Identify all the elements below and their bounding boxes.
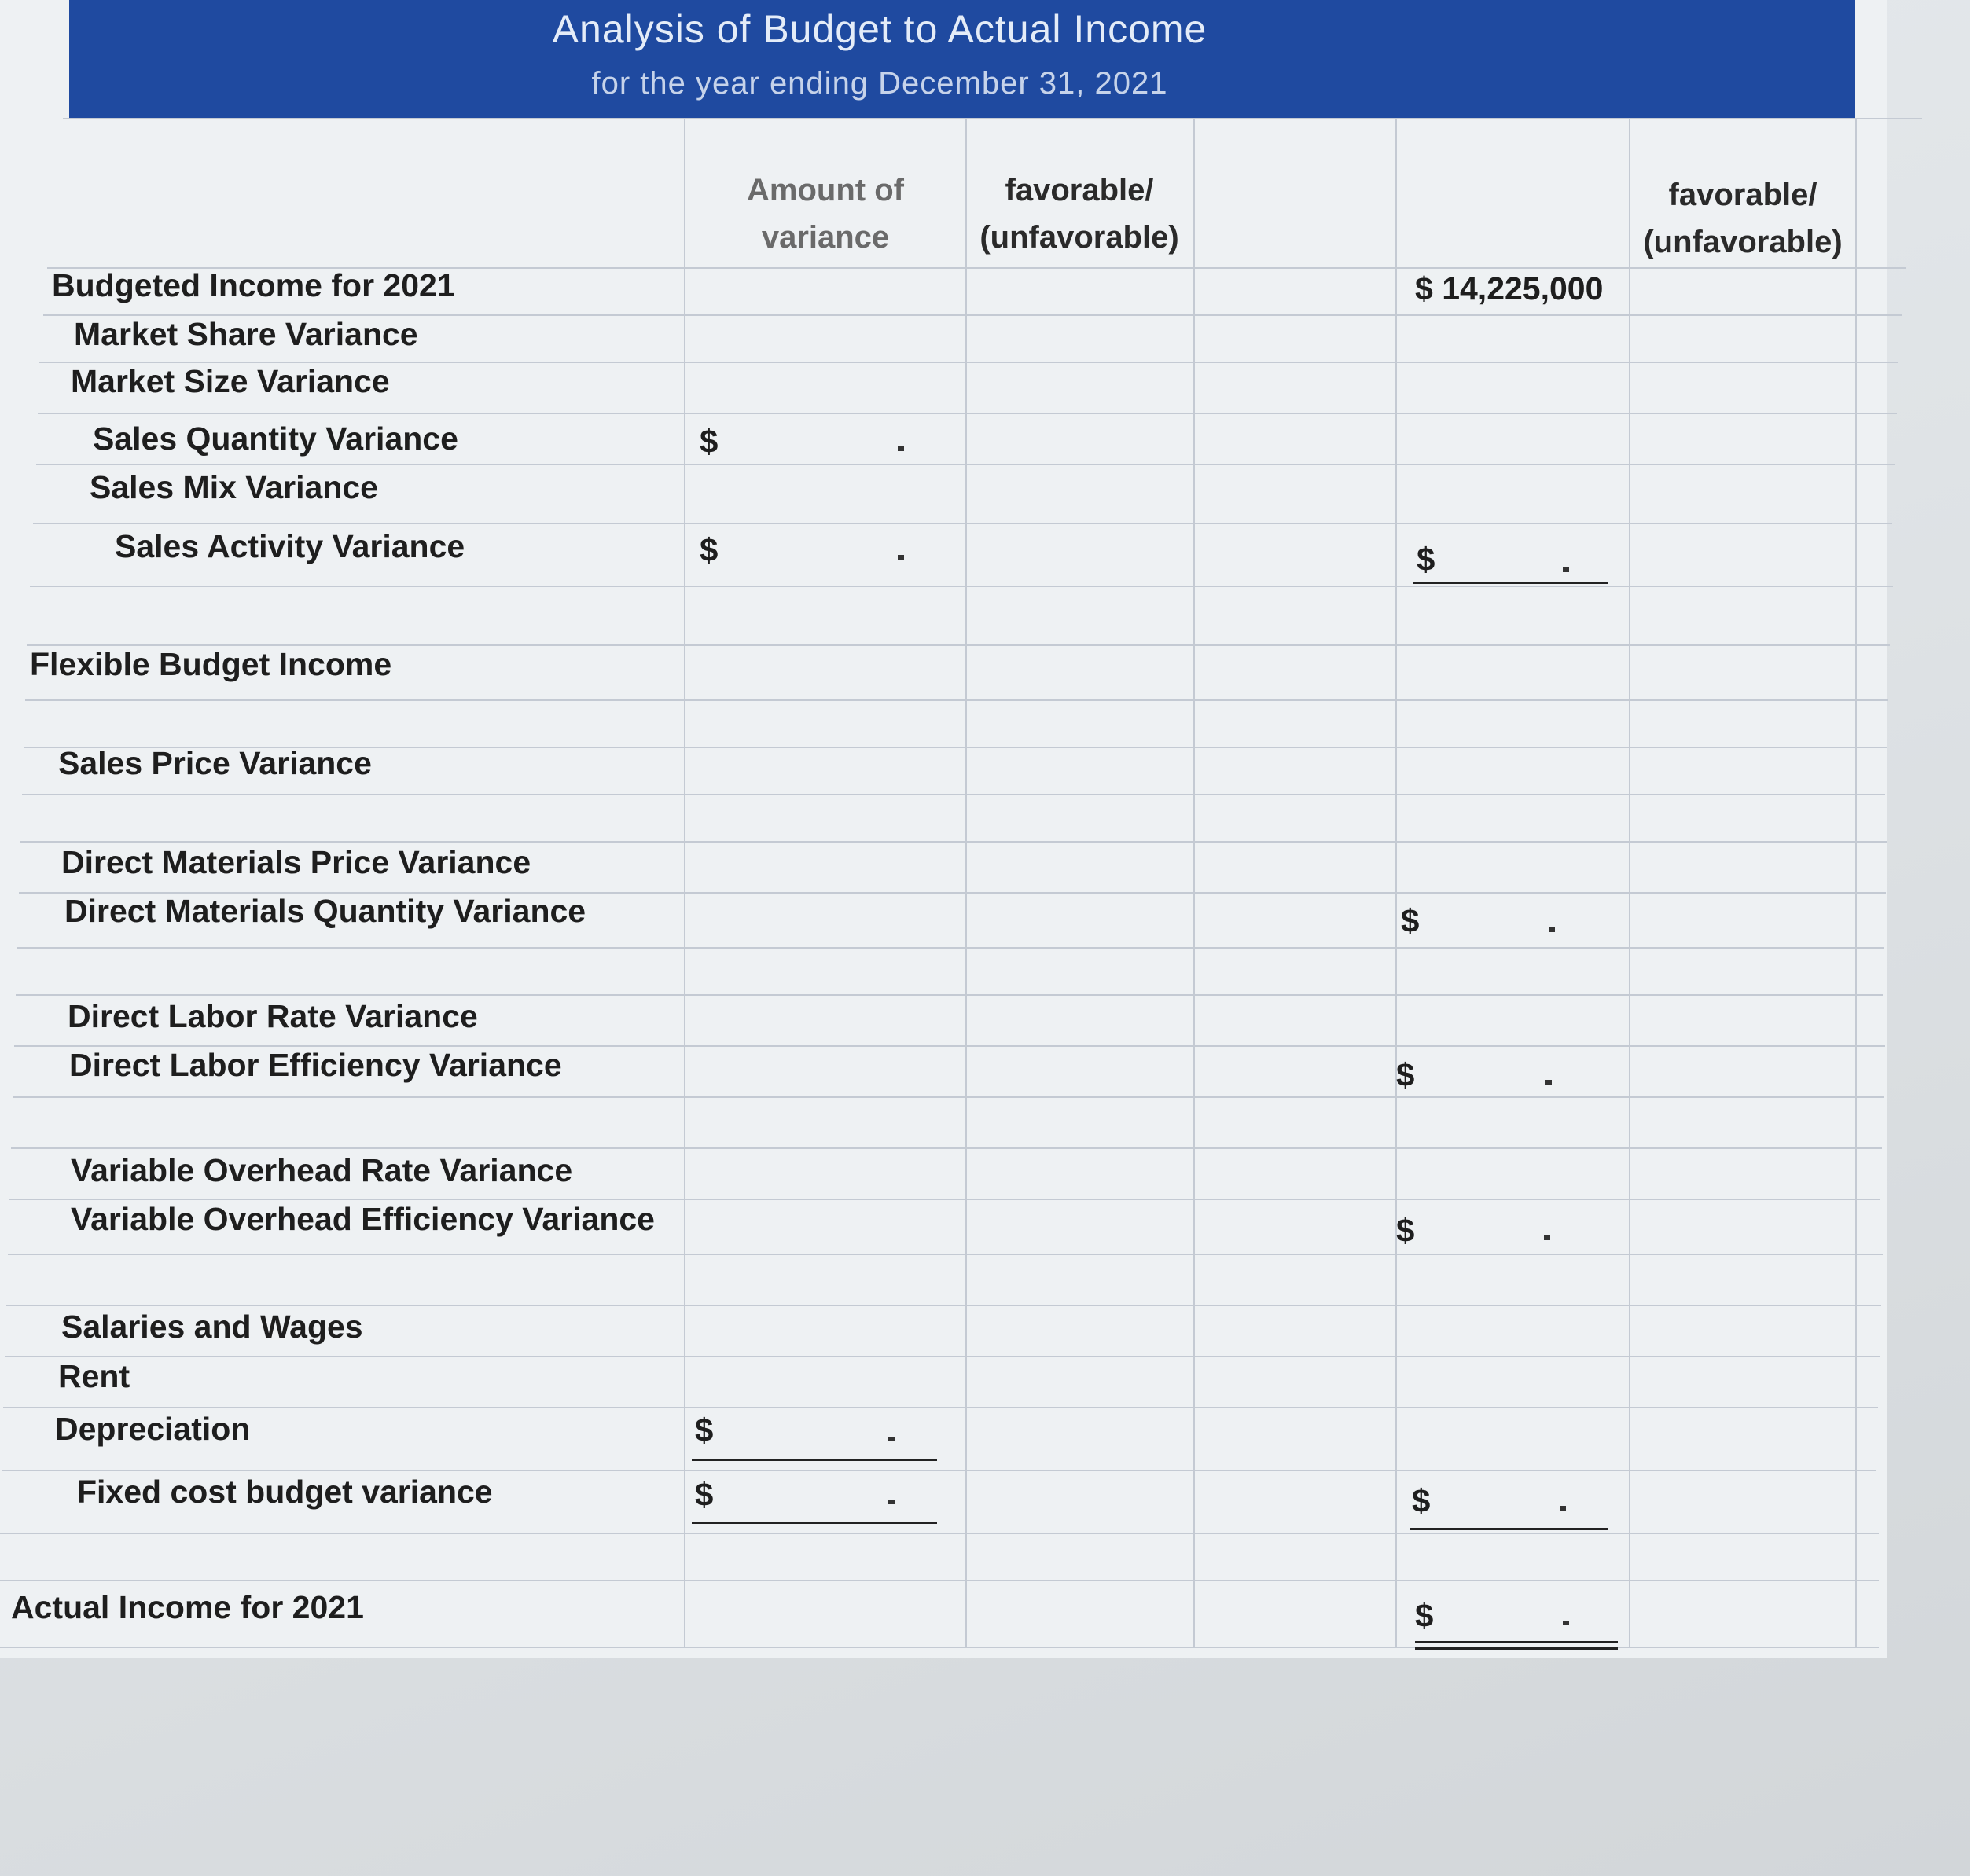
- sales-activity-total-currency: $: [1417, 541, 1435, 578]
- voh-total-dash: [1544, 1235, 1550, 1240]
- row-label-fixed-cost: Fixed cost budget variance: [77, 1474, 493, 1510]
- fixed-cost-total-currency: $: [1412, 1482, 1431, 1519]
- favorable-unfavorable-header-1: [965, 167, 1193, 261]
- grid-line: [5, 1356, 1880, 1357]
- sales-activity-total-underline: [1413, 582, 1608, 584]
- dm-total-currency: $: [1401, 902, 1420, 939]
- grid-line: [0, 1533, 1879, 1534]
- header-banner: [69, 0, 1855, 118]
- page-title: Analysis of Budget to Actual Income: [552, 7, 1207, 51]
- grid-line: [16, 994, 1883, 996]
- row-label-dm-quantity: Direct Materials Quantity Variance: [64, 893, 586, 929]
- grid-line: [0, 1580, 1879, 1581]
- row-label-depreciation: Depreciation: [55, 1411, 251, 1447]
- dm-total-dash: [1549, 927, 1555, 932]
- grid-line: [38, 413, 1897, 414]
- grid-line: [965, 118, 967, 1647]
- grid-line: [2, 1470, 1876, 1471]
- row-label-dl-efficiency: Direct Labor Efficiency Variance: [69, 1047, 562, 1083]
- row-label-dm-price: Direct Materials Price Variance: [61, 844, 531, 880]
- header-line: favorable/: [1005, 173, 1154, 207]
- grid-line: [33, 523, 1892, 524]
- voh-total-currency: $: [1396, 1212, 1415, 1249]
- grid-line: [1629, 118, 1630, 1647]
- grid-line: [63, 118, 1922, 119]
- header-line: (unfavorable): [979, 220, 1179, 255]
- header-line: (unfavorable): [1643, 225, 1843, 259]
- dl-total-dash: [1545, 1080, 1552, 1085]
- grid-line: [11, 1147, 1882, 1149]
- grid-line: [1193, 118, 1195, 1647]
- row-label-flexible-budget: Flexible Budget Income: [30, 646, 392, 682]
- grid-line: [13, 1096, 1884, 1098]
- header-line: Amount of: [747, 173, 904, 207]
- grid-line: [22, 794, 1885, 795]
- row-label-sales-quantity: Sales Quantity Variance: [93, 420, 458, 457]
- fixed-cost-amount-currency: $: [695, 1476, 714, 1513]
- grid-line: [9, 1199, 1880, 1200]
- row-label-sales-activity: Sales Activity Variance: [115, 528, 465, 564]
- row-label-voh-efficiency: Variable Overhead Efficiency Variance: [71, 1201, 655, 1237]
- depreciation-underline: [692, 1459, 937, 1461]
- fixed-cost-total-dash: [1560, 1506, 1566, 1511]
- grid-line: [8, 1254, 1883, 1255]
- depreciation-amount-currency: $: [695, 1412, 714, 1448]
- favorable-unfavorable-header-2: [1629, 171, 1857, 266]
- row-label-sales-mix: Sales Mix Variance: [90, 469, 378, 505]
- actual-income-double-underline-top: [1415, 1641, 1618, 1643]
- sales-quantity-amount-currency: $: [700, 423, 719, 460]
- fixed-cost-amount-dash: [888, 1500, 895, 1504]
- row-label-rent: Rent: [58, 1358, 130, 1394]
- row-label-sales-price: Sales Price Variance: [58, 745, 372, 781]
- actual-income-double-underline-bottom: [1415, 1647, 1618, 1650]
- actual-income-currency: $: [1415, 1597, 1434, 1634]
- fixed-cost-total-underline: [1410, 1528, 1608, 1530]
- fixed-cost-underline: [692, 1522, 937, 1524]
- grid-line: [1395, 118, 1397, 1647]
- budgeted-income-amount: $ 14,225,000: [1415, 270, 1604, 307]
- row-label-budgeted-income: Budgeted Income for 2021: [52, 267, 455, 303]
- actual-income-dash: [1563, 1621, 1569, 1625]
- grid-line: [6, 1305, 1881, 1306]
- grid-line: [20, 841, 1887, 843]
- header-line: favorable/: [1668, 178, 1817, 212]
- row-label-market-share: Market Share Variance: [74, 316, 418, 352]
- row-label-market-size: Market Size Variance: [71, 363, 390, 399]
- amount-of-variance-header: [708, 167, 943, 261]
- grid-line: [684, 118, 685, 1647]
- row-label-dl-rate: Direct Labor Rate Variance: [68, 998, 478, 1034]
- row-label-salaries: Salaries and Wages: [61, 1309, 363, 1345]
- sales-quantity-amount-dash: [898, 446, 904, 451]
- row-label-actual-income: Actual Income for 2021: [11, 1589, 364, 1625]
- grid-line: [25, 699, 1888, 701]
- grid-line: [17, 947, 1884, 949]
- row-label-voh-rate: Variable Overhead Rate Variance: [71, 1152, 573, 1188]
- grid-line: [3, 1407, 1878, 1408]
- header-line: variance: [761, 220, 890, 255]
- grid-line: [30, 586, 1893, 587]
- sales-activity-amount-dash: [898, 555, 904, 560]
- page-subtitle: for the year ending December 31, 2021: [591, 66, 1168, 101]
- sales-activity-amount-currency: $: [700, 531, 719, 568]
- grid-line: [1855, 118, 1857, 1647]
- dl-total-currency: $: [1396, 1056, 1415, 1093]
- sales-activity-total-dash: [1563, 567, 1569, 572]
- depreciation-amount-dash: [888, 1437, 895, 1441]
